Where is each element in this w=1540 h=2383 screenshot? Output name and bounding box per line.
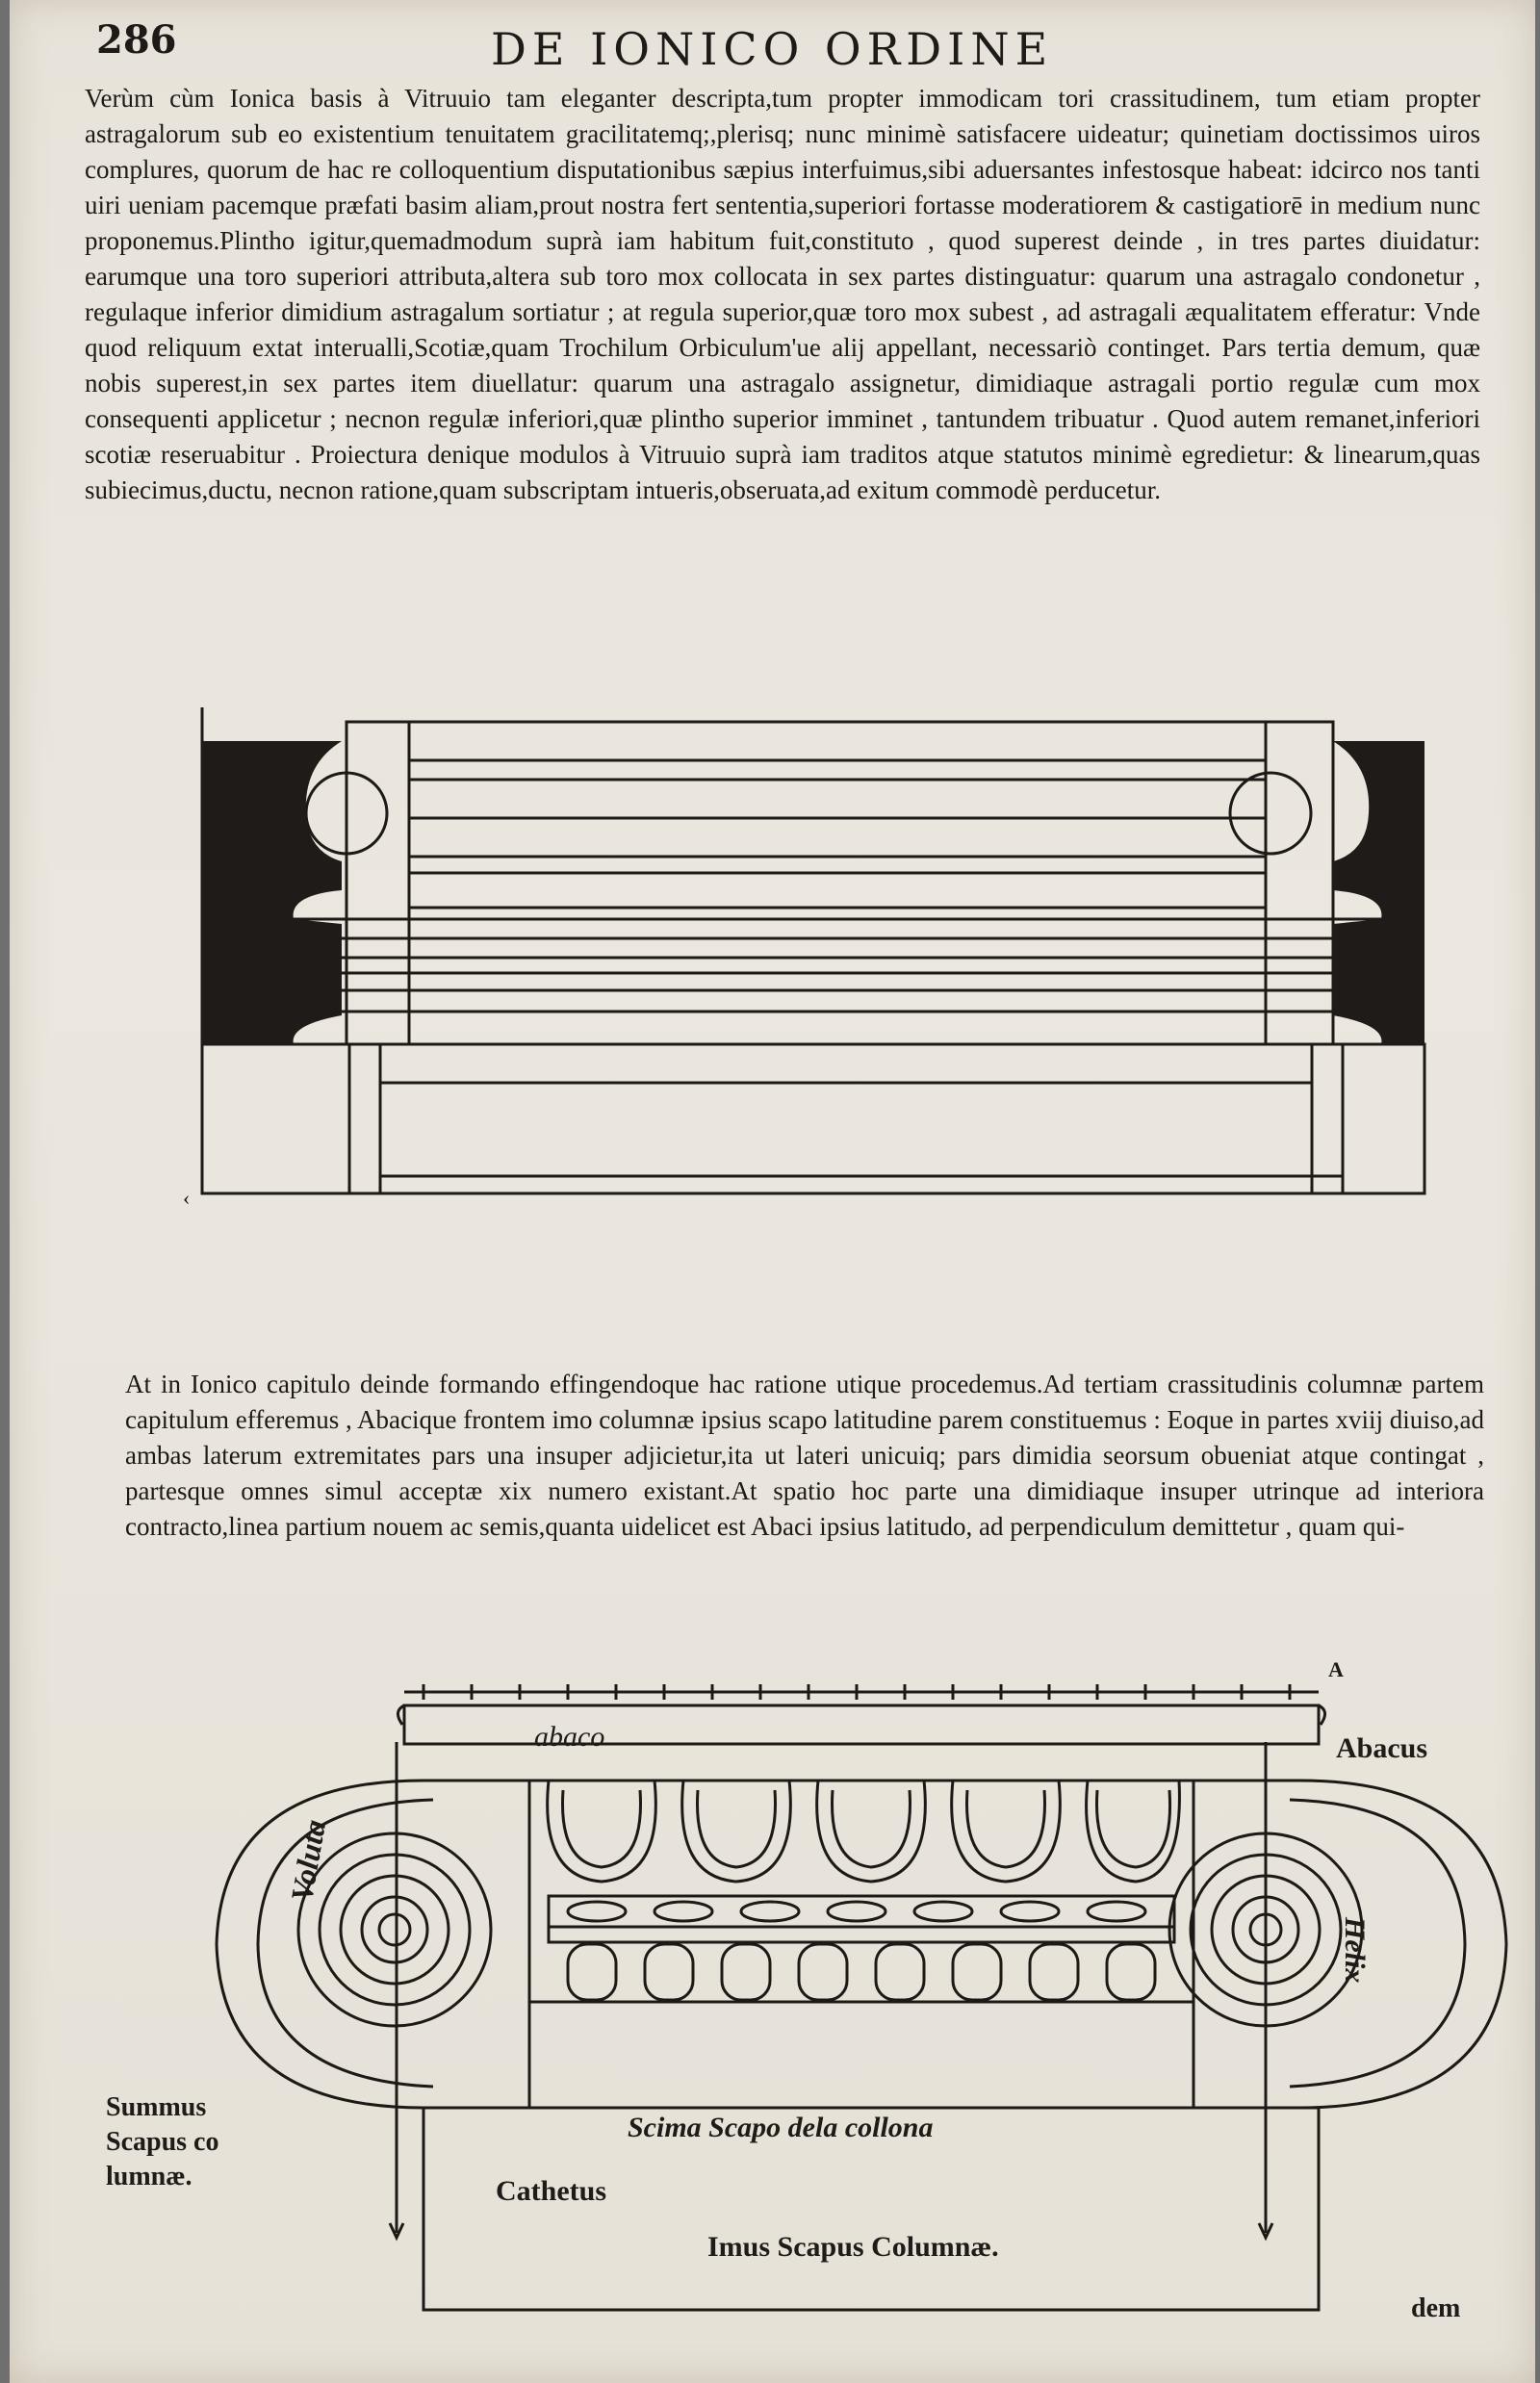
label-imus-scapus: Imus Scapus Columnæ.	[707, 2231, 999, 2263]
plinth	[202, 1044, 1424, 1193]
right-profile	[1333, 741, 1424, 1044]
left-volute-spiral	[298, 1833, 491, 2026]
svg-text:‹: ‹	[183, 1186, 191, 1210]
paragraph-ionic-capital: At in Ionico capitulo deinde formando effingendoque hac ratione utique procedemus.Ad tertiam crassitudinis columnæ partem capitulum efferemus , Abacique frontem imo columnæ ipsius scapo latitudine parem constituemus : Eoque in partes xviij diuiso,ad ambas laterum extremitates pars una insuper adjicietur,ita ut lateri unicuiq; pars dimidia seorsum obueniat atque contingat , partesque omnes simul acceptæ xix numero existant.At spatio hoc parte una dimidiaque insuper utrinque ad interiora contracto,linea partium nouem ac semis,quanta uidelicet est Abaci ipsius latitudo, ad perpendiculum demittetur , quam qui-	[125, 1370, 1484, 1541]
label-abacus: Abacus	[1336, 1732, 1428, 1764]
label-scima: Scima Scapo dela collona	[628, 2112, 934, 2143]
label-abaco: abaco	[534, 1721, 605, 1753]
label-cathetus: Cathetus	[496, 2175, 607, 2207]
book-page	[10, 0, 1535, 2383]
bleed-through-text	[424, 597, 1482, 626]
figure-ionic-base	[183, 707, 1434, 1246]
left-profile	[202, 741, 342, 1044]
label-helix: Helix	[1339, 1917, 1371, 1984]
marker-a: A	[1328, 1657, 1344, 1681]
paragraph-ionic-base: Verùm cùm Ionica basis à Vitruuio tam eleganter descripta,tum propter immodicam tori crassitudinem, tum etiam propter astragalorum sub eo existentium tenuitatem gracilitatemq;,plerisq; nunc minimè satisfacere uideatur; quinetiam doctissimos uiros complures, quorum de hac re colloquentium disputationibus sæpius interfuimus,sibi aduersantes infestosque habeat: idcirco nos tanti uiri ueniam pacemque præfati basim aliam,prout nostra fert sententia,superiori fortasse moderatiorem & castigatiorē in medium nunc proponemus.Plintho igitur,quemadmodum suprà iam habitum fuit,constituto , quod superest deinde , in tres partes diuidatur: earumque una toro superiori attributa,altera sub toro mox collocata in sex partes distinguatur: quarum una astragalo condonetur , regulaque inferior dimidium astragalum sortiatur ; at regula superior,quæ toro mox subest , ad astragali æqualitatem efferatur: Vnde quod reliquum extat interualli,Scotiæ,quam Trochilum Orbiculum'ue alij appellant, necessariò continget. Pars tertia demum, quæ nobis superest,in sex partes item diuellatur: quarum una astragalo assignetur, dimidiaque astragali portio regulæ cum mox consequenti applicetur ; necnon regulæ inferiori,quæ plintho superior imminet , tantundem tribuatur . Quod autem remanet,inferiori scotiæ reseruabitur . Proiectura denique modulos à Vitruuio suprà iam traditos atque statutos minimè egredietur: & linearum,quas subiecimus,ductu, necnon ratione,quam subscriptam intueris,obseruata,ad exitum commodè perducetur.	[85, 84, 1480, 504]
label-voluta: Voluta	[284, 1816, 333, 1905]
page-header	[10, 10, 1535, 77]
bead-and-reel	[568, 1902, 1145, 1921]
astragal-beads	[568, 1944, 1155, 2000]
catchword: dem	[1411, 2293, 1461, 2323]
label-summus-scapus: Summus Scapus co lumnæ.	[106, 2092, 219, 2191]
page-title: DE IONICO ORDINE	[491, 23, 1054, 75]
page-number: 286	[96, 17, 177, 63]
egg-and-dart	[548, 1781, 1180, 1882]
figure-ionic-capital	[144, 1655, 1530, 2319]
